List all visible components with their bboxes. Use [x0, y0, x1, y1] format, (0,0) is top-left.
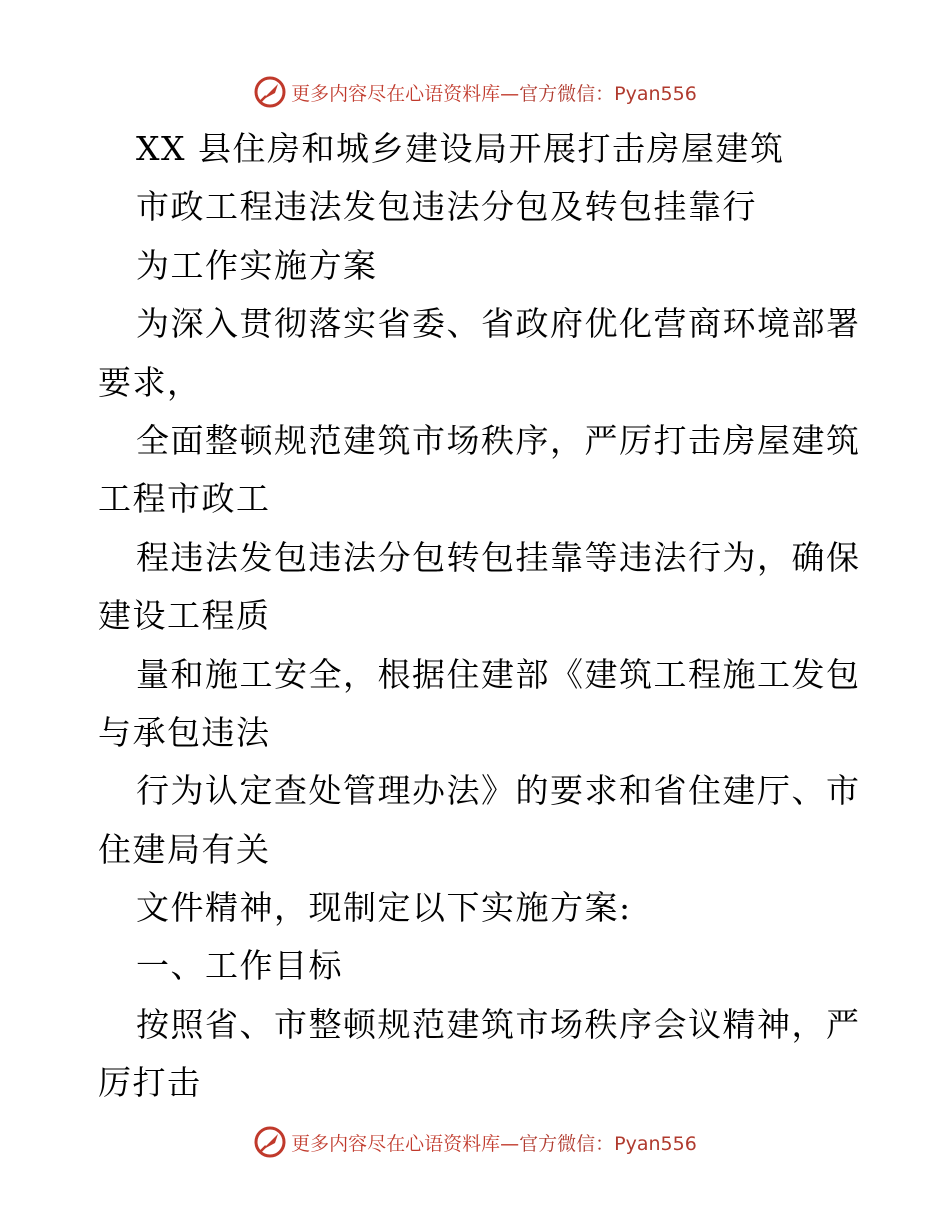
- footer-banner: [0, 1122, 950, 1162]
- paragraph-line: 文件精神，现制定以下实施方案:: [136, 888, 632, 928]
- paragraph-line: 住建局有关: [98, 829, 271, 869]
- paragraph-line: 要求，: [98, 362, 202, 402]
- document-title-line: XX 县住房和城乡建设局开展打击房屋建筑: [136, 129, 785, 168]
- document-title-line: 市政工程违法发包违法分包及转包挂靠行: [136, 187, 757, 227]
- footer-banner-text: [291, 1129, 697, 1156]
- footer-promo-text: 更多内容尽在心语资料库—: [291, 1132, 520, 1155]
- header-wechat-text: 官方微信：Pyan556: [519, 82, 697, 105]
- paragraph-line: 按照省、市整顿规范建筑市场秩序会议精神，严: [136, 1004, 861, 1044]
- header-promo-text: 更多内容尽在心语资料库—: [291, 82, 520, 105]
- header-banner: [0, 72, 950, 112]
- paragraph-line: 为深入贯彻落实省委、省政府优化营商环境部署: [136, 304, 861, 344]
- paragraph-line: 建设工程质: [98, 596, 271, 636]
- header-banner-text: [291, 79, 697, 106]
- paragraph-line: 行为认定查处管理办法》的要求和省住建厅、市: [136, 771, 861, 811]
- section-heading: 一、工作目标: [136, 946, 343, 986]
- paragraph-line: 程违法发包违法分包转包挂靠等违法行为，确保: [136, 537, 861, 577]
- feather-pen-logo-icon: [253, 75, 287, 109]
- feather-pen-logo-icon: [253, 1125, 287, 1159]
- footer-wechat-text: 官方微信：Pyan556: [519, 1132, 697, 1155]
- document-title-line: 为工作实施方案: [136, 245, 378, 285]
- paragraph-line: 量和施工安全，根据住建部《建筑工程施工发包: [136, 654, 861, 694]
- paragraph-line: 全面整顿规范建筑市场秩序，严厉打击房屋建筑: [136, 420, 861, 460]
- paragraph-line: 与承包违法: [98, 712, 271, 752]
- paragraph-line: 工程市政工: [98, 479, 271, 519]
- paragraph-line: 厉打击: [98, 1063, 202, 1103]
- document-body: [98, 120, 861, 1113]
